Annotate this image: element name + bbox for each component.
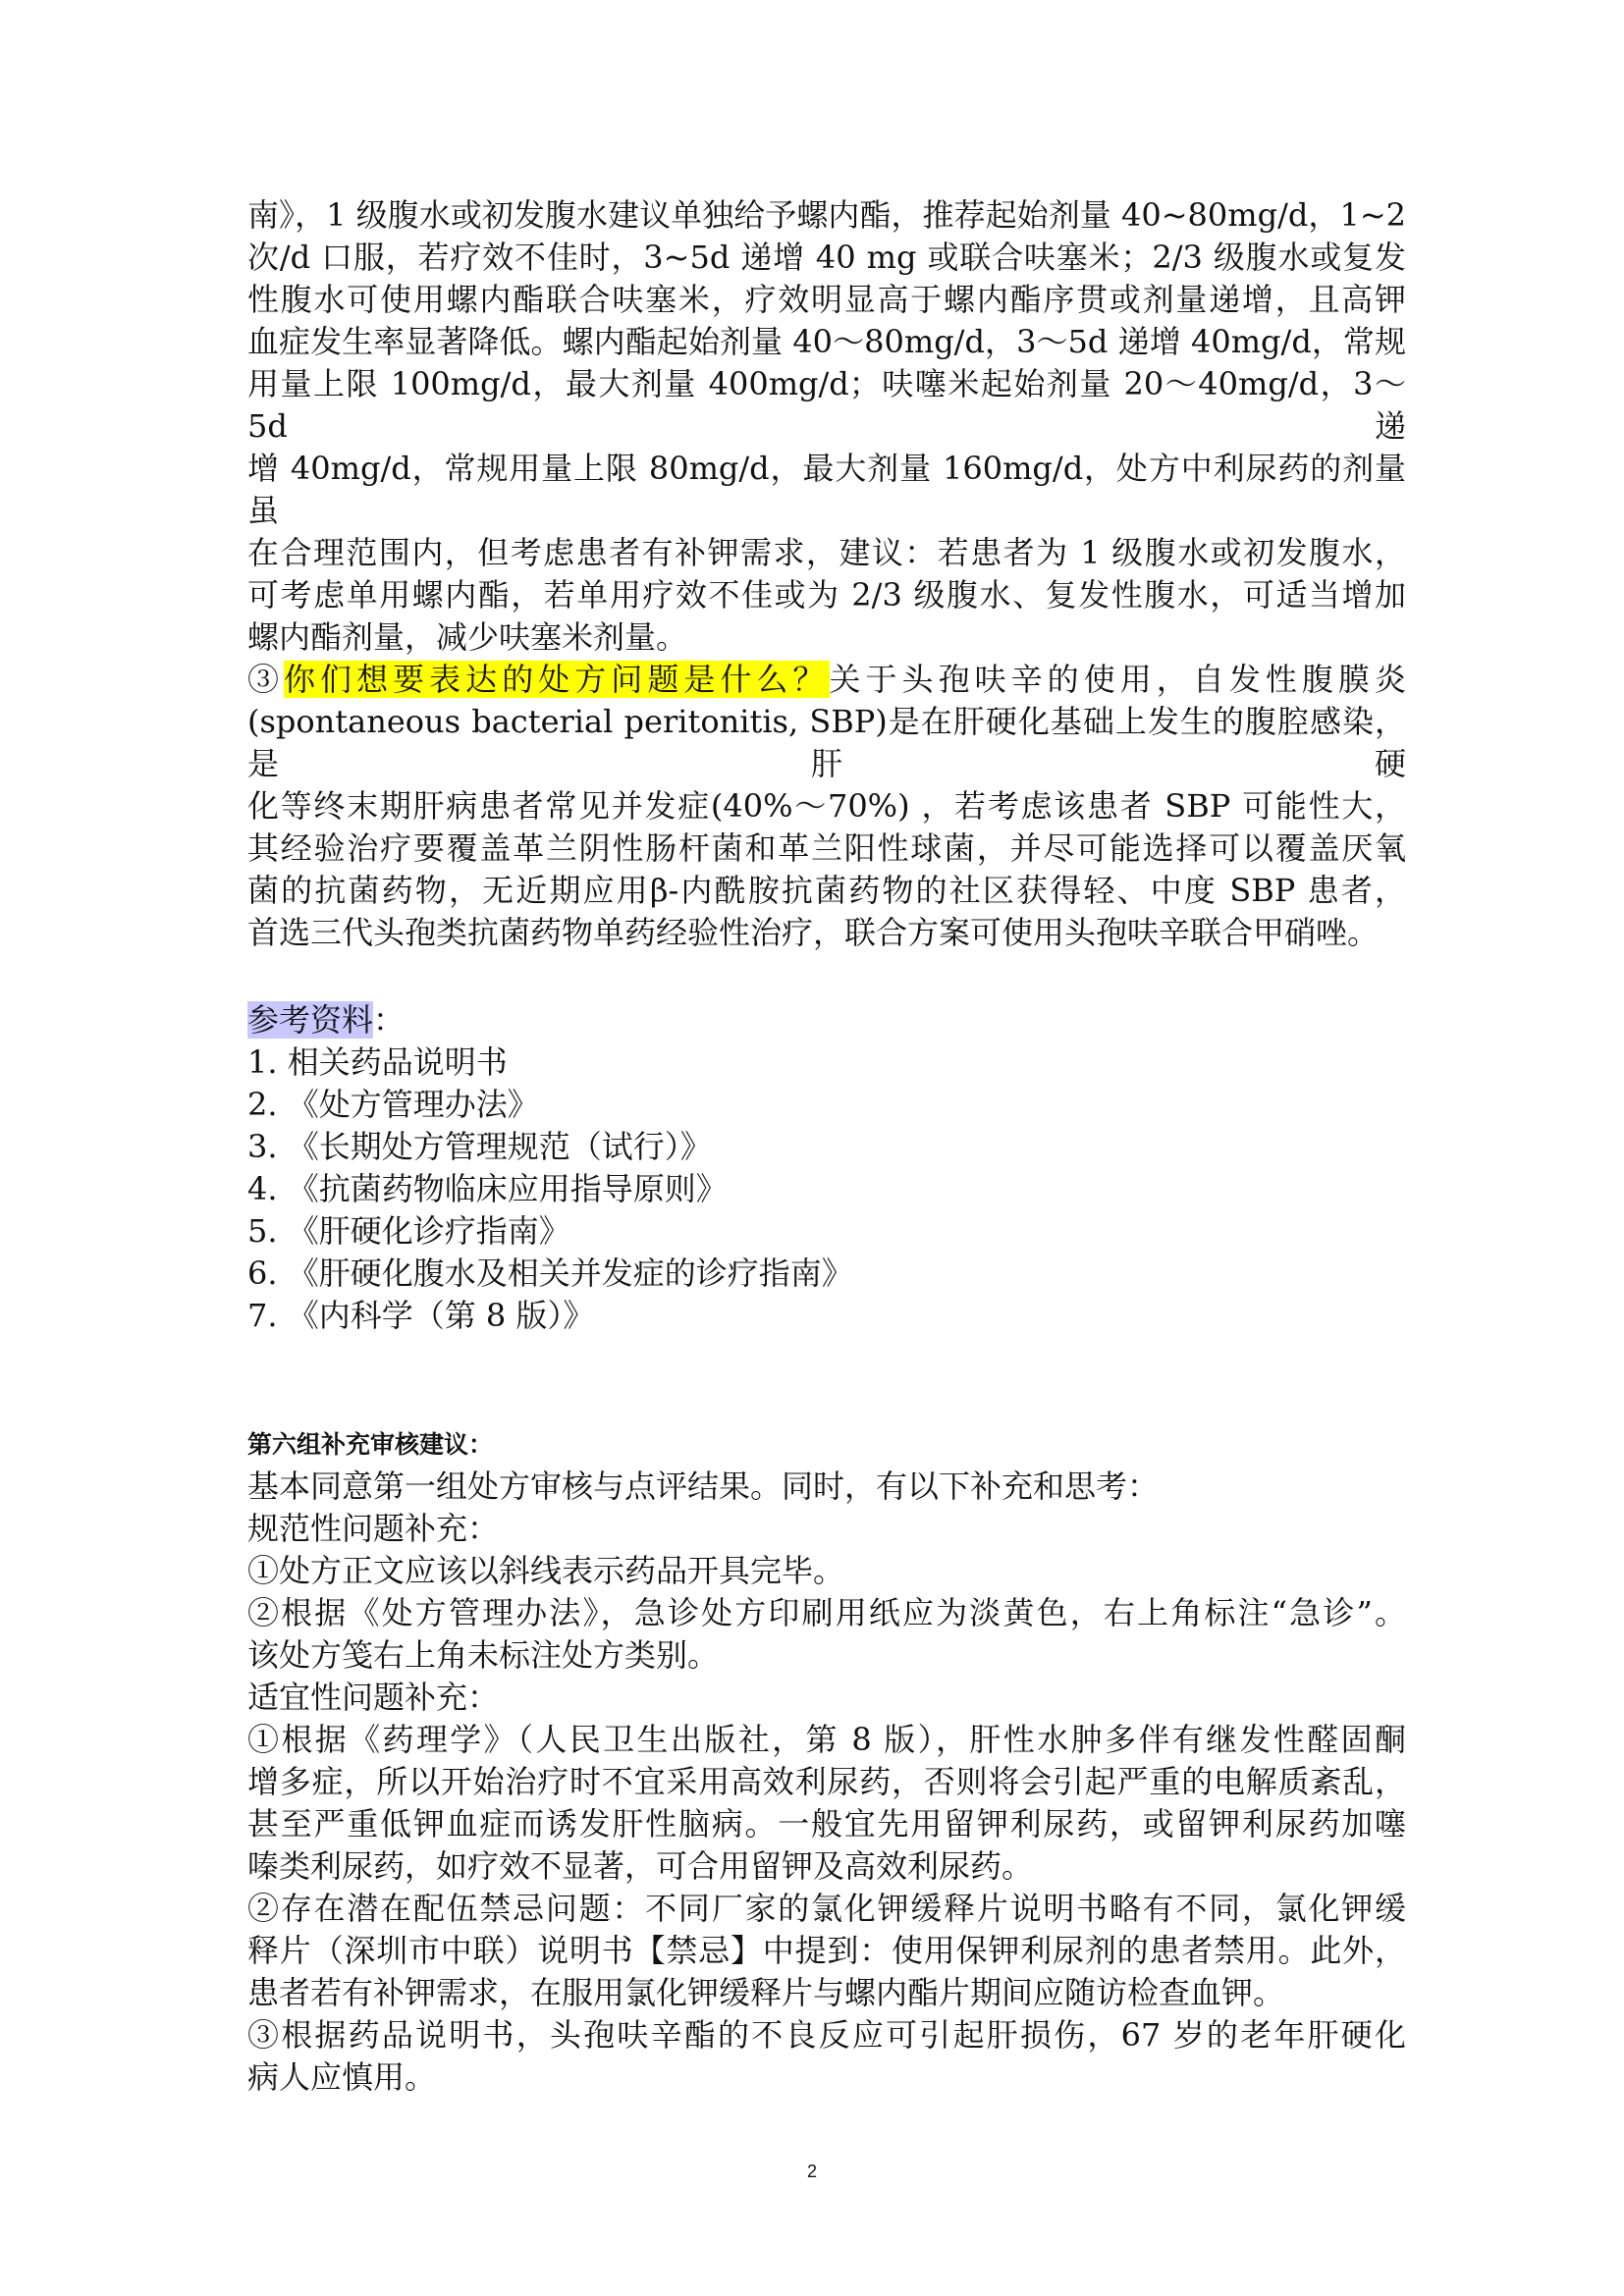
references-colon: ： (373, 1001, 406, 1039)
references-heading (247, 999, 1406, 1041)
paragraph-line: 用量上限 100mg/d，最大剂量 400mg/d；呋噻米起始剂量 20～40mg/d，3～5d 递 (247, 365, 1406, 445)
references-section (247, 999, 1406, 1337)
reference-item: 7. 《内科学（第 8 版）》 (247, 1297, 595, 1334)
paragraph-line: 规范性问题补充： (247, 1510, 500, 1547)
reference-item: 4. 《抗菌药物临床应用指导原则》 (247, 1170, 728, 1207)
paragraph-line: 基本同意第一组处方审核与点评结果。同时，有以下补充和思考： (247, 1468, 1160, 1505)
item-marker: ③ (247, 661, 285, 698)
paragraph-line: 首选三代头孢类抗菌药物单药经验性治疗，联合方案可使用头孢呋辛联合甲硝唑。 (247, 914, 1380, 951)
spacer (247, 1337, 1406, 1423)
paragraph-line: 次/d 口服，若疗效不佳时，3~5d 递增 40 mg 或联合呋塞米；2/3 级腹水或复发 (247, 239, 1406, 276)
paragraph-line: 该处方笺右上角未标注处方类别。 (247, 1636, 720, 1674)
page-number: 2 (806, 2162, 817, 2181)
paragraph-line: 在合理范围内，但考虑患者有补钾需求，建议：若患者为 1 级腹水或初发腹水， (247, 534, 1406, 571)
paragraph-line: 南》，1 级腹水或初发腹水建议单独给予螺内酯，推荐起始剂量 40~80mg/d，1~2 (247, 196, 1406, 234)
references-title: 参考资料 (247, 1001, 374, 1039)
paragraph-line: 血症发生率显著降低。螺内酯起始剂量 40～80mg/d，3～5d 递增 40mg/d，常规 (247, 323, 1406, 360)
paragraph-line: 增 40mg/d，常规用量上限 80mg/d，最大剂量 160mg/d，处方中利尿药的剂量虽 (247, 450, 1406, 529)
paragraph-line: ③根据药品说明书，头孢呋辛酯的不良反应可引起肝损伤，67 岁的老年肝硬化 (247, 2016, 1406, 2054)
paragraph-line: ①处方正文应该以斜线表示药品开具完毕。 (247, 1552, 845, 1589)
paragraph-line: 适宜性问题补充： (247, 1679, 500, 1716)
first-line-text: 关于头孢呋辛的使用，自发性腹膜炎 (829, 661, 1406, 698)
reference-item: 5. 《肝硬化诊疗指南》 (247, 1212, 570, 1250)
spacer (247, 954, 1406, 999)
paragraph-line: 性腹水可使用螺内酯联合呋塞米，疗效明显高于螺内酯序贯或剂量递增，且高钾 (247, 281, 1406, 318)
paragraph-line: 化等终末期肝病患者常见并发症(40%～70%) ，若考虑该患者 SBP 可能性大， (247, 787, 1406, 825)
paragraph-line: (spontaneous bacterial peritonitis, SBP)是在肝硬化基础上发生的腹腔感染，是肝硬 (247, 703, 1406, 782)
paragraph-line: 病人应慎用。 (247, 2058, 437, 2096)
paragraph-line: ②根据《处方管理办法》，急诊处方印刷用纸应为淡黄色，右上角标注“急诊”。 (247, 1594, 1406, 1631)
diuretic-paragraph (247, 194, 1406, 659)
reference-item: 2. 《处方管理办法》 (247, 1086, 539, 1123)
paragraph-line: 其经验治疗要覆盖革兰阴性肠杆菌和革兰阳性球菌，并尽可能选择可以覆盖厌氧 (247, 829, 1406, 867)
group6-section (247, 1423, 1406, 2099)
reference-item: 3. 《长期处方管理规范（试行）》 (247, 1128, 712, 1165)
paragraph-first-line (247, 659, 1406, 701)
reference-item: 1. 相关药品说明书 (247, 1043, 508, 1081)
reference-item: 6. 《肝硬化腹水及相关并发症的诊疗指南》 (247, 1255, 853, 1292)
paragraph-line: ②存在潜在配伍禁忌问题：不同厂家的氯化钾缓释片说明书略有不同，氯化钾缓 (247, 1890, 1406, 1927)
paragraph-line: 可考虑单用螺内酯，若单用疗效不佳或为 2/3 级腹水、复发性腹水，可适当增加 (247, 576, 1406, 614)
paragraph-line: 增多症，所以开始治疗时不宜采用高效利尿药，否则将会引起严重的电解质紊乱， (247, 1763, 1406, 1800)
paragraph-line: 释片（深圳市中联）说明书【禁忌】中提到：使用保钾利尿剂的患者禁用。此外， (247, 1932, 1406, 1969)
highlighted-question: 你们想要表达的处方问题是什么？ (284, 661, 830, 698)
paragraph-line: 患者若有补钾需求，在服用氯化钾缓释片与螺内酯片期间应随访检查血钾。 (247, 1974, 1285, 2011)
paragraph-line: 甚至严重低钾血症而诱发肝性脑病。一般宜先用留钾利尿药，或留钾利尿药加噻 (247, 1805, 1406, 1842)
paragraph-line: 菌的抗菌药物，无近期应用β-内酰胺抗菌药物的社区获得轻、中度 SBP 患者， (247, 872, 1406, 909)
paragraph-line: ①根据《药理学》（人民卫生出版社，第 8 版），肝性水肿多伴有继发性醛固酮 (247, 1721, 1406, 1758)
paragraph-line: 螺内酯剂量，减少呋塞米剂量。 (247, 618, 688, 656)
cefuroxime-paragraph (247, 659, 1406, 954)
page-content (247, 194, 1406, 2099)
group6-heading: 第六组补充审核建议： (247, 1430, 494, 1459)
paragraph-line: 嗪类利尿药，如疗效不显著，可合用留钾及高效利尿药。 (247, 1847, 1034, 1885)
